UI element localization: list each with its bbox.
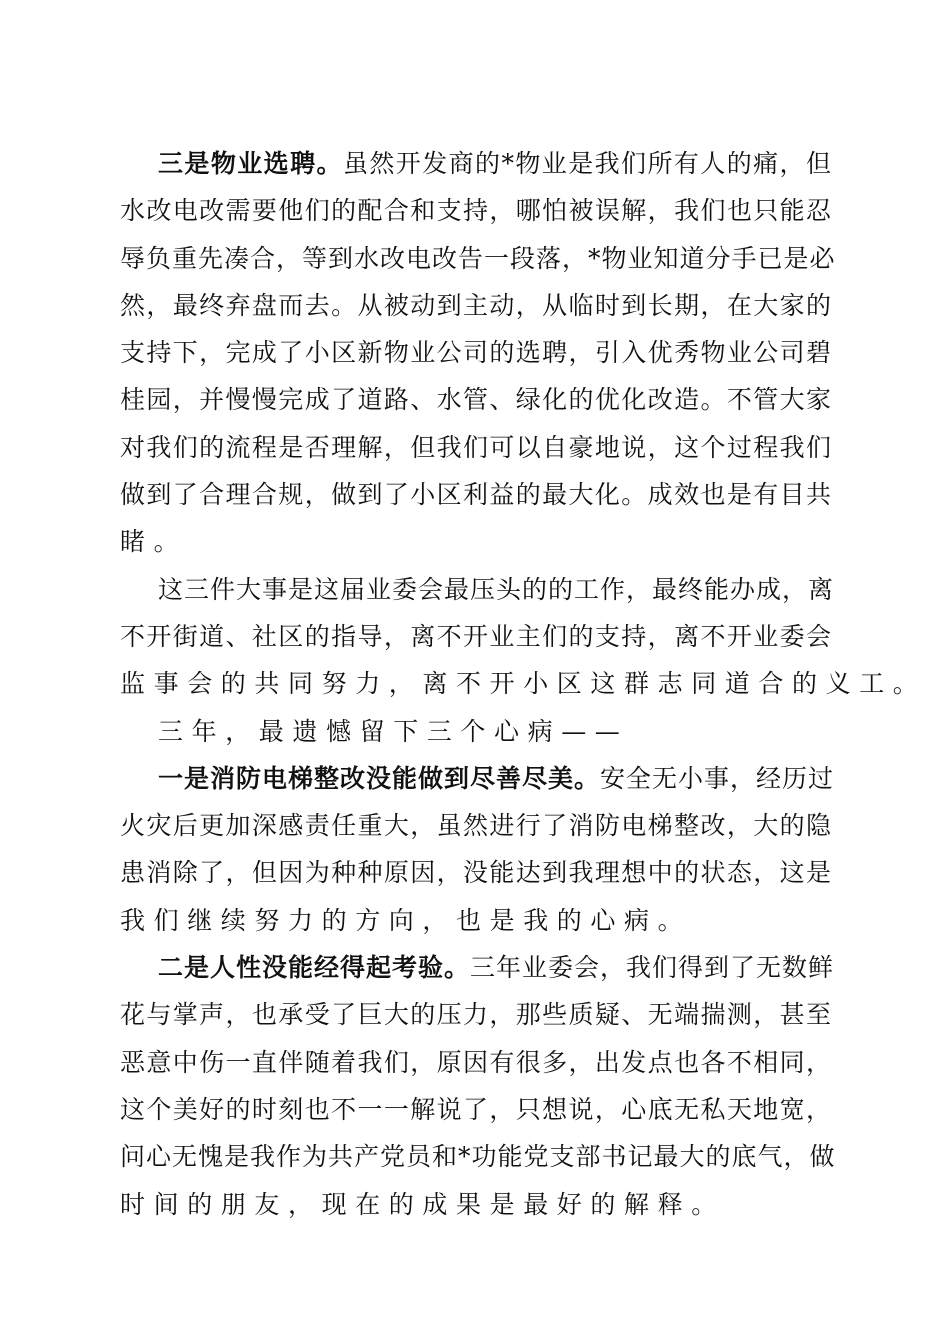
paragraph [120,944,836,1228]
line-text: 做到了合理合规，做到了小区利益的最大化。成效也是有目共 [120,480,832,510]
line-text: 支持下，完成了小区新物业公司的选聘，引入优秀物业公司碧 [120,338,832,368]
text-line [120,471,832,518]
line-text: 火灾后更加深感责任重大，虽然进行了消防电梯整改，大的隐 [120,811,832,841]
text-line [120,708,832,755]
text-line [120,282,832,329]
line-text: 水改电改需要他们的配合和支持，哪怕被误解，我们也只能忍 [120,196,832,226]
text-line [120,849,832,896]
line-text: 睹。 [120,527,188,557]
text-line [120,140,832,187]
paragraph [120,708,832,755]
line-text: 花与掌声，也承受了巨大的压力，那些质疑、无端揣测，甚至 [120,1000,832,1030]
line-text: 监事会的共同努力，离不开小区这群志同道合的义工。 [120,669,927,699]
text-line [120,235,836,282]
paragraph [120,566,927,708]
text-line [120,329,832,376]
text-line [120,566,835,613]
text-line [120,897,832,944]
line-text: 三年业委会，我们得到了无数鲜 [470,953,835,983]
line-text: 恶意中伤一直伴随着我们，原因有很多，出发点也各不相同， [120,1047,832,1077]
text-line [120,660,927,707]
line-text: 安全无小事，经历过 [600,763,835,793]
text-line [120,518,832,565]
text-line [120,1181,832,1228]
line-text: 不开街道、社区的指导，离不开业主们的支持，离不开业委会 [120,621,832,651]
line-text: 我们继续努力的方向，也是我的心病。 [120,905,692,935]
text-line [120,991,832,1038]
paragraph [120,140,836,566]
text-line [120,376,832,423]
line-text: 对我们的流程是否理解，但我们可以自豪地说，这个过程我们 [120,432,832,462]
paragraph-lead: 二是人性没能经得起考验。 [158,953,471,983]
line-text: 这三件大事是这届业委会最压头的的工作，最终能办成，离 [158,574,835,604]
paragraph-lead: 一是消防电梯整改没能做到尽善尽美。 [158,763,601,793]
paragraph-lead: 三是物业选聘。 [158,149,343,178]
text-line [120,944,835,991]
text-line [120,424,832,471]
text-line [120,613,832,660]
line-text: 三年，最遗憾留下三个心病—— [158,716,629,746]
line-text: 桂园，并慢慢完成了道路、水管、绿化的优化改造。不管大家 [120,385,832,415]
paragraph [120,755,835,944]
text-line [120,802,832,849]
line-text: 问心无愧是我作为共产党员和*功能党支部书记最大的底气，做 [120,1142,836,1172]
line-text: 患消除了，但因为种种原因，没能达到我理想中的状态，这是 [120,858,832,888]
text-line [120,1039,832,1086]
text-line [120,755,835,802]
line-text: 这个美好的时刻也不一一解说了，只想说，心底无私天地宽， [120,1094,832,1124]
text-line [120,1086,832,1133]
text-line [120,187,832,234]
line-text: 虽然开发商的*物业是我们所有人的痛，但 [342,149,832,178]
document-body [120,140,927,1228]
line-text: 时间的朋友，现在的成果是最好的解释。 [120,1189,725,1219]
text-line [120,1133,836,1180]
line-text: 辱负重先凑合，等到水改电改告一段落，*物业知道分手已是必 [120,243,836,273]
line-text: 然，最终弃盘而去。从被动到主动，从临时到长期，在大家的 [120,290,832,320]
